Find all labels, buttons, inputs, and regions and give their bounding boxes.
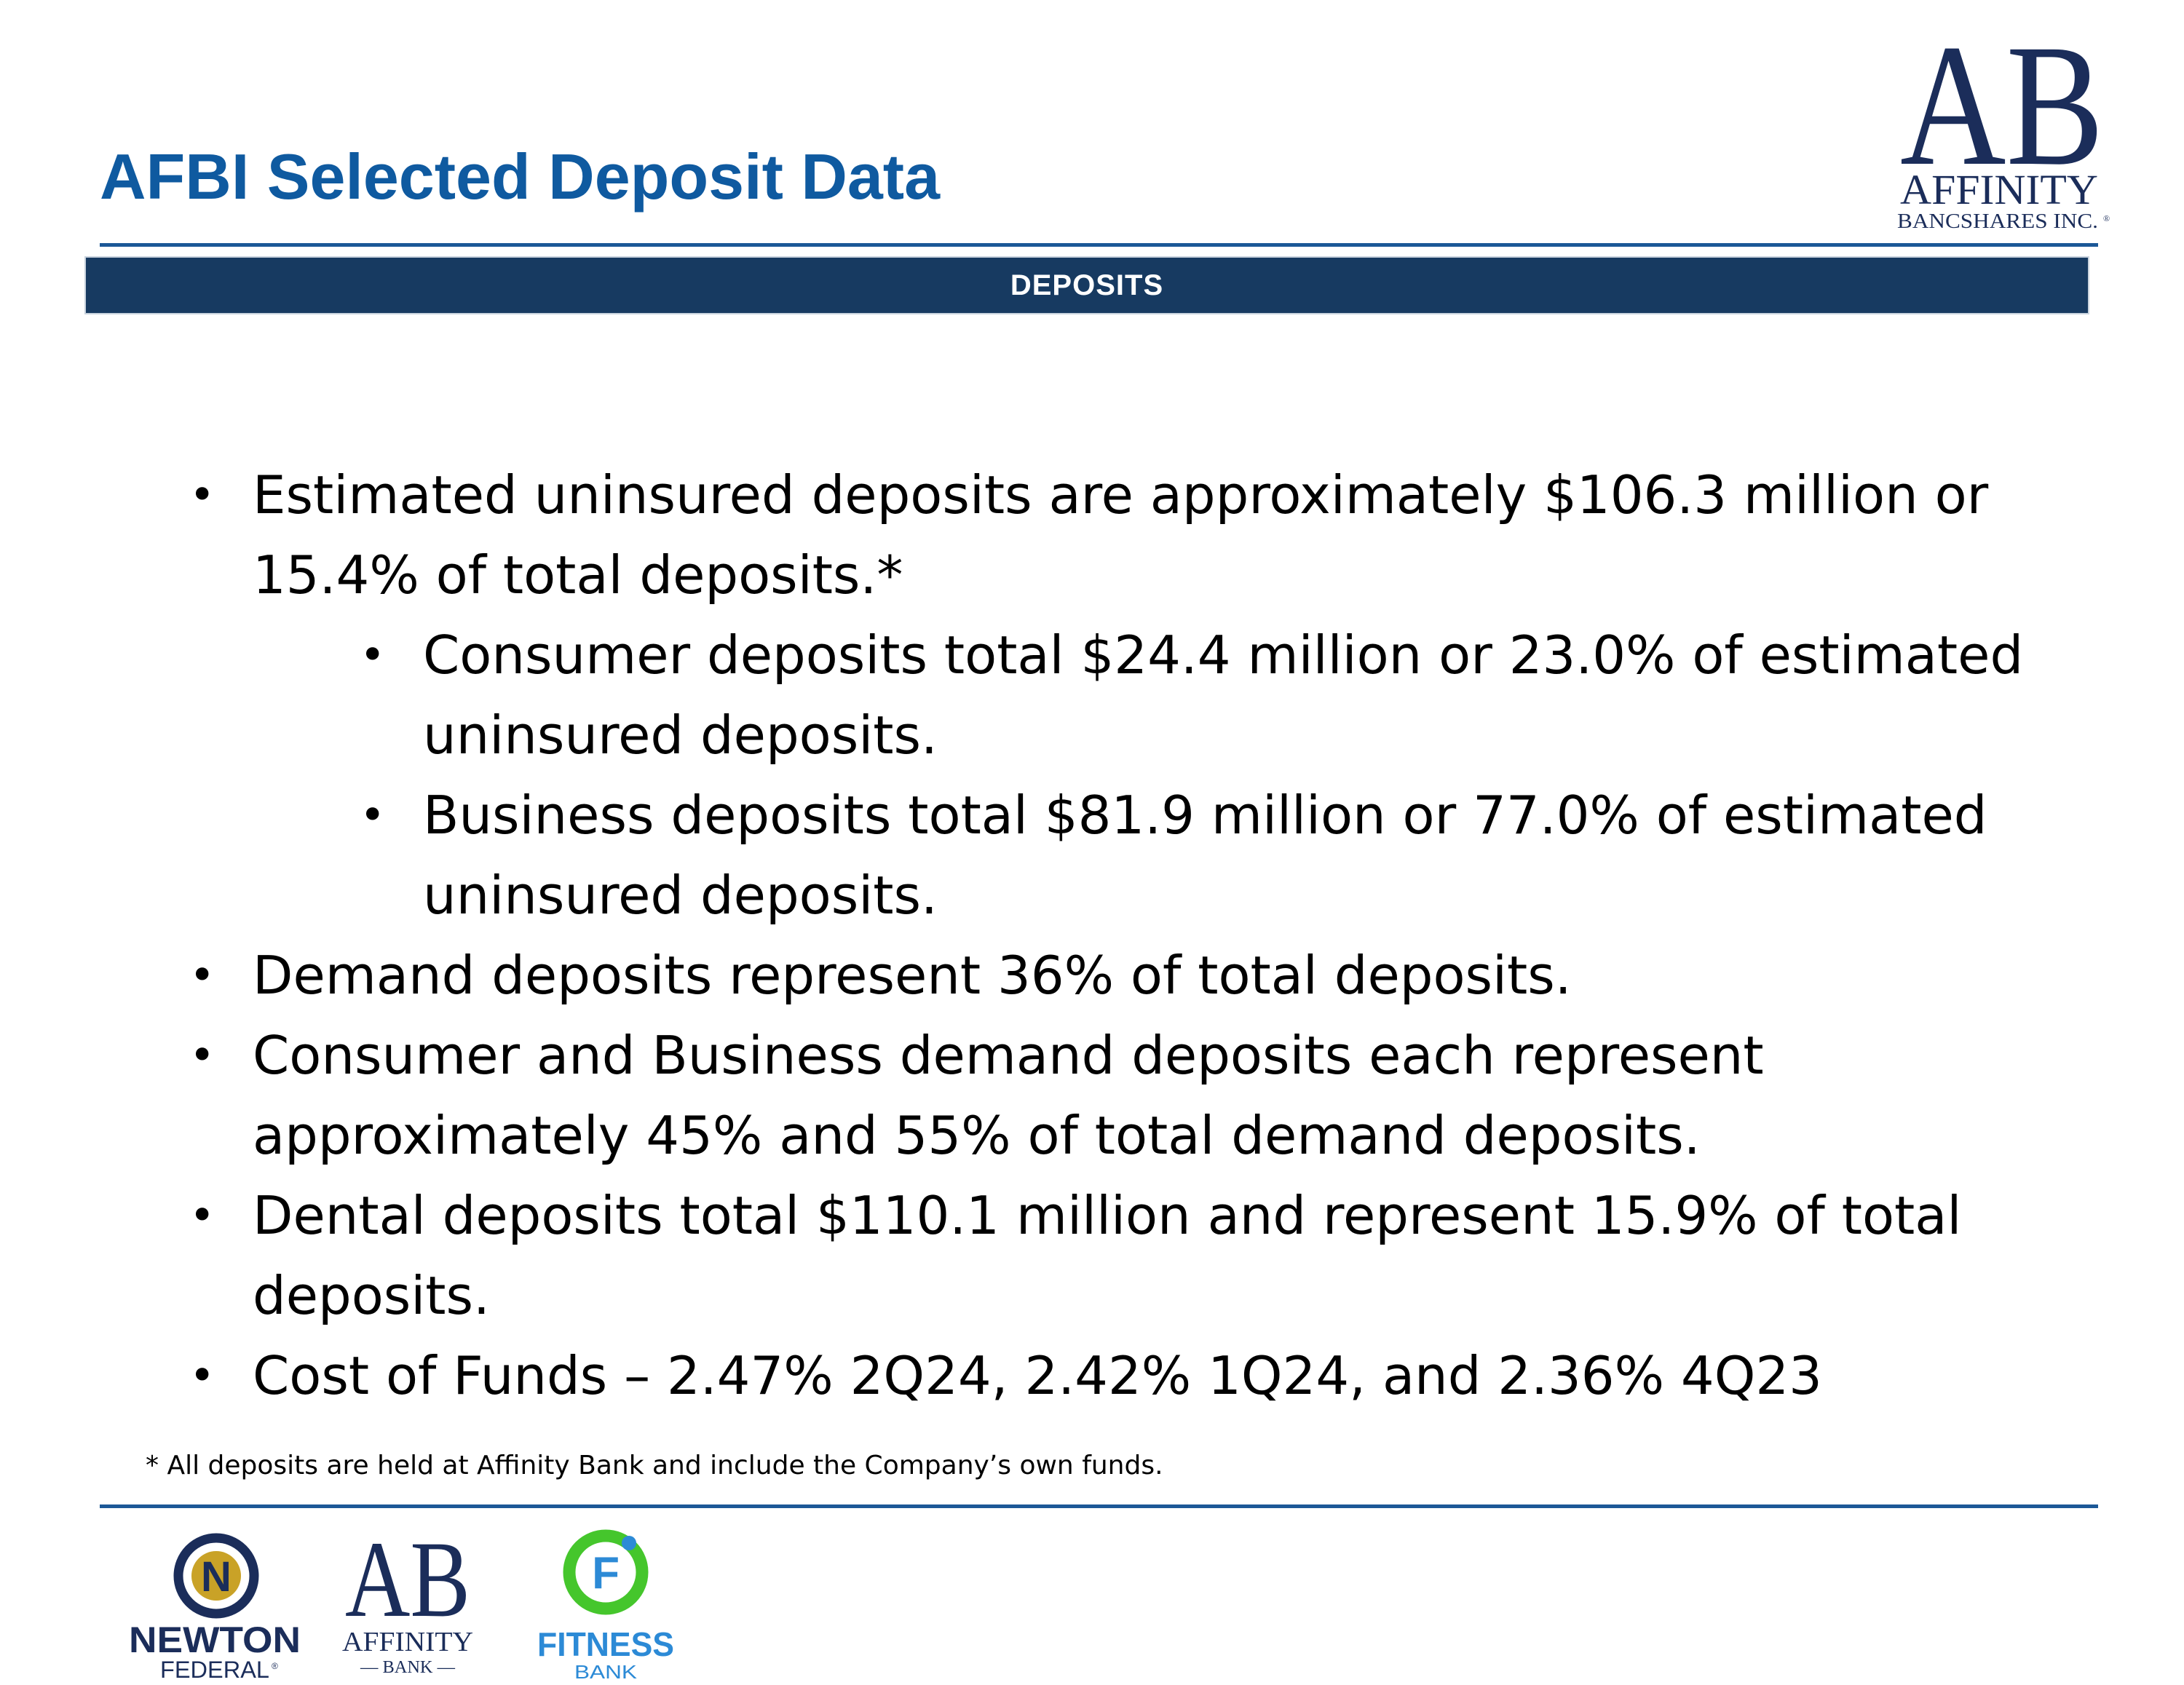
- bullet-item: [182, 1175, 2038, 1336]
- bullet-item: [182, 455, 2038, 935]
- affinity-bancshares-logo: [1893, 22, 2111, 240]
- affinity-bank-monogram: AB: [345, 1521, 470, 1640]
- bullet-text: Cost of Funds – 2.47% 2Q24, 2.42% 1Q24, and 2.36% 4Q23: [253, 1345, 1822, 1406]
- newton-sub: FEDERAL: [160, 1657, 269, 1683]
- newton-registered-mark: ®: [272, 1661, 278, 1671]
- deposit-bullet-list: [182, 455, 2038, 1416]
- page-title: AFBI Selected Deposit Data: [100, 140, 941, 213]
- bullet-text: Estimated uninsured deposits are approximately $106.3 million or 15.4% of total deposits.*: [253, 464, 1989, 606]
- sub-bullet-text: Consumer deposits total $24.4 million or 23.0% of estimated uninsured deposits.: [423, 625, 2024, 766]
- fitness-bank-logo: [531, 1521, 677, 1685]
- bullet-item: [182, 1015, 2038, 1175]
- newton-federal-logo: [124, 1521, 313, 1685]
- sub-bullet-list: [253, 615, 2038, 935]
- fitness-dot-icon: [622, 1536, 636, 1550]
- footnote: * All deposits are held at Affinity Bank and include the Company’s own funds.: [146, 1451, 1163, 1480]
- section-header-label: DEPOSITS: [1010, 269, 1164, 301]
- bullet-text: Consumer and Business demand deposits each represent approximately 45% and 55% of total demand deposits.: [253, 1025, 1764, 1166]
- bullet-text: Demand deposits represent 36% of total deposits.: [253, 945, 1572, 1006]
- fitness-letter: F: [592, 1548, 620, 1598]
- logo-registered-mark: ®: [2103, 213, 2110, 223]
- footer-divider: [100, 1504, 2098, 1508]
- footer-logos: [124, 1521, 706, 1685]
- affinity-bank-name: AFFINITY: [342, 1627, 473, 1657]
- logo-name: AFFINITY: [1900, 166, 2098, 213]
- sub-bullet-item: [352, 615, 2038, 775]
- sub-bullet-item: [352, 775, 2038, 935]
- logo-monogram: AB: [1900, 22, 2104, 202]
- newton-name: NEWTON: [129, 1619, 301, 1660]
- bullet-item: [182, 935, 2038, 1015]
- fitness-sub: BANK: [574, 1661, 638, 1683]
- fitness-name: FITNESS: [537, 1625, 674, 1663]
- affinity-bank-sub: — BANK —: [359, 1658, 456, 1677]
- newton-letter: N: [201, 1553, 232, 1601]
- affinity-bank-logo: [335, 1521, 480, 1685]
- bullet-item: [182, 1336, 2038, 1416]
- logo-subtitle: BANCSHARES INC.: [1897, 210, 2098, 233]
- section-header-bar: [84, 256, 2089, 314]
- sub-bullet-text: Business deposits total $81.9 million or 77.0% of estimated uninsured deposits.: [423, 785, 1987, 926]
- bullet-text: Dental deposits total $110.1 million and represent 15.9% of total deposits.: [253, 1185, 1962, 1326]
- header-divider: [100, 243, 2098, 247]
